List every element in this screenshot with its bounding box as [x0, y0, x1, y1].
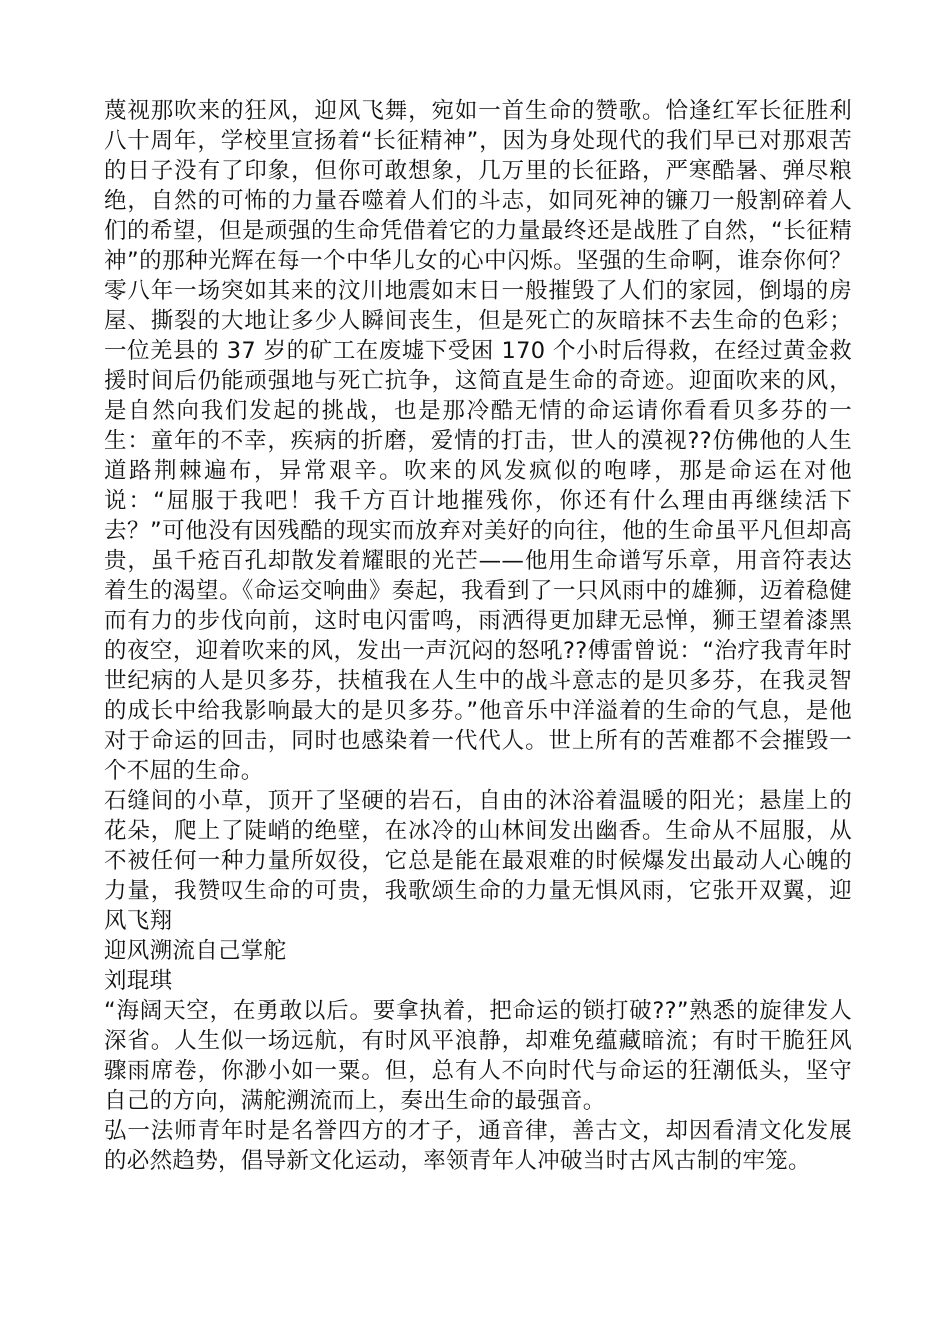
document-text — [104, 96, 852, 1176]
paragraph-4: 弘一法师青年时是名誉四方的才子，通音律，善古文，却因看清文化发展的必然趋势，倡导新文化运动，率领青年人冲破当时古风古制的牢笼。 — [104, 1118, 852, 1174]
essay-author: 刘琨琪 — [104, 968, 173, 994]
essay-title: 迎风溯流自己掌舵 — [104, 938, 287, 964]
paragraph-2: 石缝间的小草，顶开了坚硬的岩石，自由的沐浴着温暖的阳光；悬崖上的花朵，爬上了陡峭的绝壁，在冰冷的山林间发出幽香。生命从不屈服，从不被任何一种力量所奴役，它总是能在最艰难的时候爆发出最动人心魄的力量，我赞叹生命的可贵，我歌颂生命的力量无惧风雨，它张开双翼，迎风飞翔 — [104, 788, 852, 934]
paragraph-1: 蔑视那吹来的狂风，迎风飞舞，宛如一首生命的赞歌。恰逢红军长征胜利八十周年，学校里宣扬着“长征精神”，因为身处现代的我们早已对那艰苦的日子没有了印象，但你可敢想象，几万里的长征路，严寒酷暑、弹尽粮绝，自然的可怖的力量吞噬着人们的斗志，如同死神的镰刀一般割碎着人们的希望，但是顽强的生命凭借着它的力量最终还是战胜了自然，“长征精神”的那种光辉在每一个中华儿女的心中闪烁。坚强的生命啊，谁奈你何？零八年一场突如其来的汶川地震如末日一般摧毁了人们的家园，倒塌的房屋、撕裂的大地让多少人瞬间丧生，但是死亡的灰暗抹不去生命的色彩；一位羌县的 37 岁的矿工在废墟下受困 170 个小时后得救，在经过黄金救援时间后仍能顽强地与死亡抗争，这简直是生命的奇迹。迎面吹来的风，是自然向我们发起的挑战，也是那冷酷无情的命运请你看看贝多芬的一生：童年的不幸，疾病的折磨，爱情的打击，世人的漠视??仿佛他的人生道路荆棘遍布，异常艰辛。吹来的风发疯似的咆哮，那是命运在对他说：“屈服于我吧！我千方百计地摧残你，你还有什么理由再继续活下去？”可他没有因残酷的现实而放弃对美好的向往，他的生命虽平凡但却高贵，虽千疮百孔却散发着耀眼的光芒——他用生命谱写乐章，用音符表达着生的渴望。《命运交响曲》奏起，我看到了一只风雨中的雄狮，迈着稳健而有力的步伐向前，这时电闪雷鸣，雨洒得更加肆无忌惮，狮王望着漆黑的夜空，迎着吹来的风，发出一声沉闷的怒吼??傅雷曾说：“治疗我青年时世纪病的人是贝多芬，扶植我在人生中的战斗意志的是贝多芬，在我灵智的成长中给我影响最大的是贝多芬。”他音乐中洋溢着的生命的气息，是他对于命运的回击，同时也感染着一代代人。世上所有的苦难都不会摧毁一个不屈的生命。 — [104, 98, 852, 784]
paragraph-3: “海阔天空，在勇敢以后。要拿执着，把命运的锁打破??”熟悉的旋律发人深省。人生似一场远航，有时风平浪静，却难免蕴藏暗流；有时干脆狂风骤雨席卷，你渺小如一粟。但，总有人不向时代与命运的狂潮低头，坚守自己的方向，满舵溯流而上，奏出生命的最强音。 — [104, 998, 852, 1114]
